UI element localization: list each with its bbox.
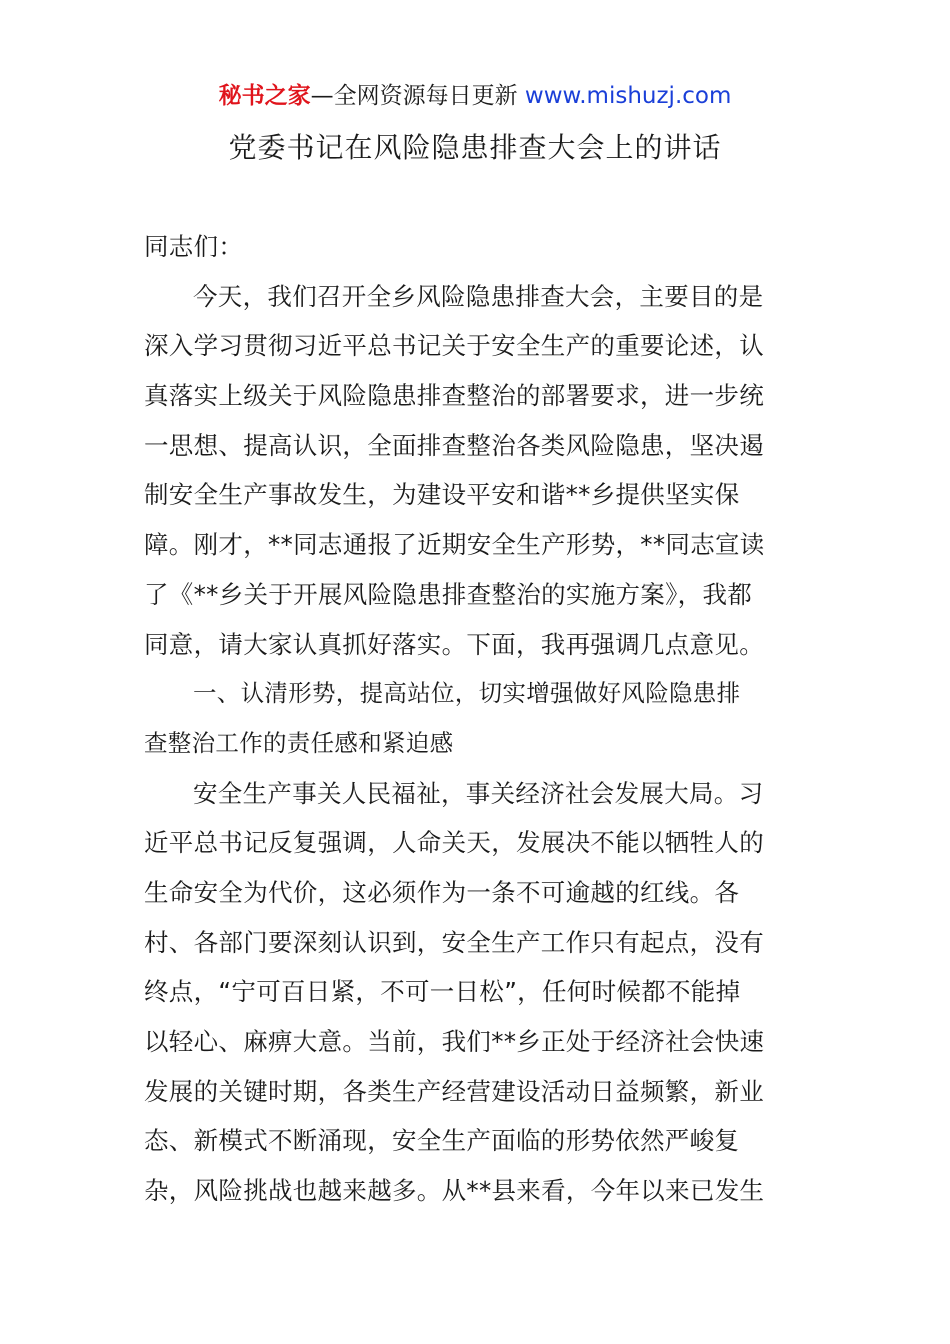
- paragraph-line: 态、新模式不断涌现，安全生产面临的形势依然严峻复: [144, 1126, 740, 1156]
- site-url[interactable]: www.mishuzj.com: [524, 83, 732, 109]
- paragraph-line: 深入学习贯彻习近平总书记关于安全生产的重要论述，认: [144, 331, 764, 361]
- paragraph-line: 真落实上级关于风险隐患排查整治的部署要求，进一步统: [144, 381, 764, 411]
- paragraph-line: 以轻心、麻痹大意。当前，我们**乡正处于经济社会快速: [144, 1027, 765, 1056]
- paragraph-line: 村、各部门要深刻认识到，安全生产工作只有起点，没有: [144, 927, 764, 957]
- brand-name: 秘书之家: [218, 83, 311, 109]
- site-header: [0, 80, 950, 112]
- paragraph-line: 了《**乡关于开展风险隐患排查整治的实施方案》，我都: [144, 579, 753, 609]
- section-heading: 查整治工作的责任感和紧迫感: [144, 728, 454, 757]
- paragraph-line: 终点，“宁可百日紧，不可一日松”，任何时候都不能掉: [144, 977, 741, 1007]
- paragraph-line: 制安全生产事故发生，为建设平安和谐**乡提供坚实保: [144, 480, 740, 510]
- header-tagline: —全网资源每日更新: [310, 83, 525, 109]
- paragraph-line: 发展的关键时期，各类生产经营建设活动日益频繁，新业: [144, 1076, 764, 1106]
- paragraph-line: 障。刚才，**同志通报了近期安全生产形势，**同志宣读: [144, 530, 765, 560]
- document-title: 党委书记在风险隐患排查大会上的讲话: [228, 131, 722, 164]
- paragraph-line: 近平总书记反复强调，人命关天，发展决不能以牺牲人的: [144, 828, 764, 858]
- paragraph-line: 杂，风险挑战也越来越多。从**县来看，今年以来已发生: [144, 1176, 765, 1206]
- salutation: 同志们：: [144, 232, 244, 261]
- section-heading: 一、认清形势，提高站位，切实增强做好风险隐患排: [193, 679, 741, 708]
- paragraph-line: 今天，我们召开全乡风险隐患排查大会，主要目的是: [193, 281, 764, 311]
- paragraph-line: 安全生产事关人民福祉，事关经济社会发展大局。习: [193, 778, 764, 808]
- paragraph-line: 同意，请大家认真抓好落实。下面，我再强调几点意见。: [144, 629, 764, 659]
- paragraph-line: 生命安全为代价，这必须作为一条不可逾越的红线。各: [144, 877, 740, 907]
- paragraph-line: 一思想、提高认识，全面排查整治各类风险隐患，坚决遏: [144, 430, 764, 460]
- speech-body: [144, 222, 808, 1216]
